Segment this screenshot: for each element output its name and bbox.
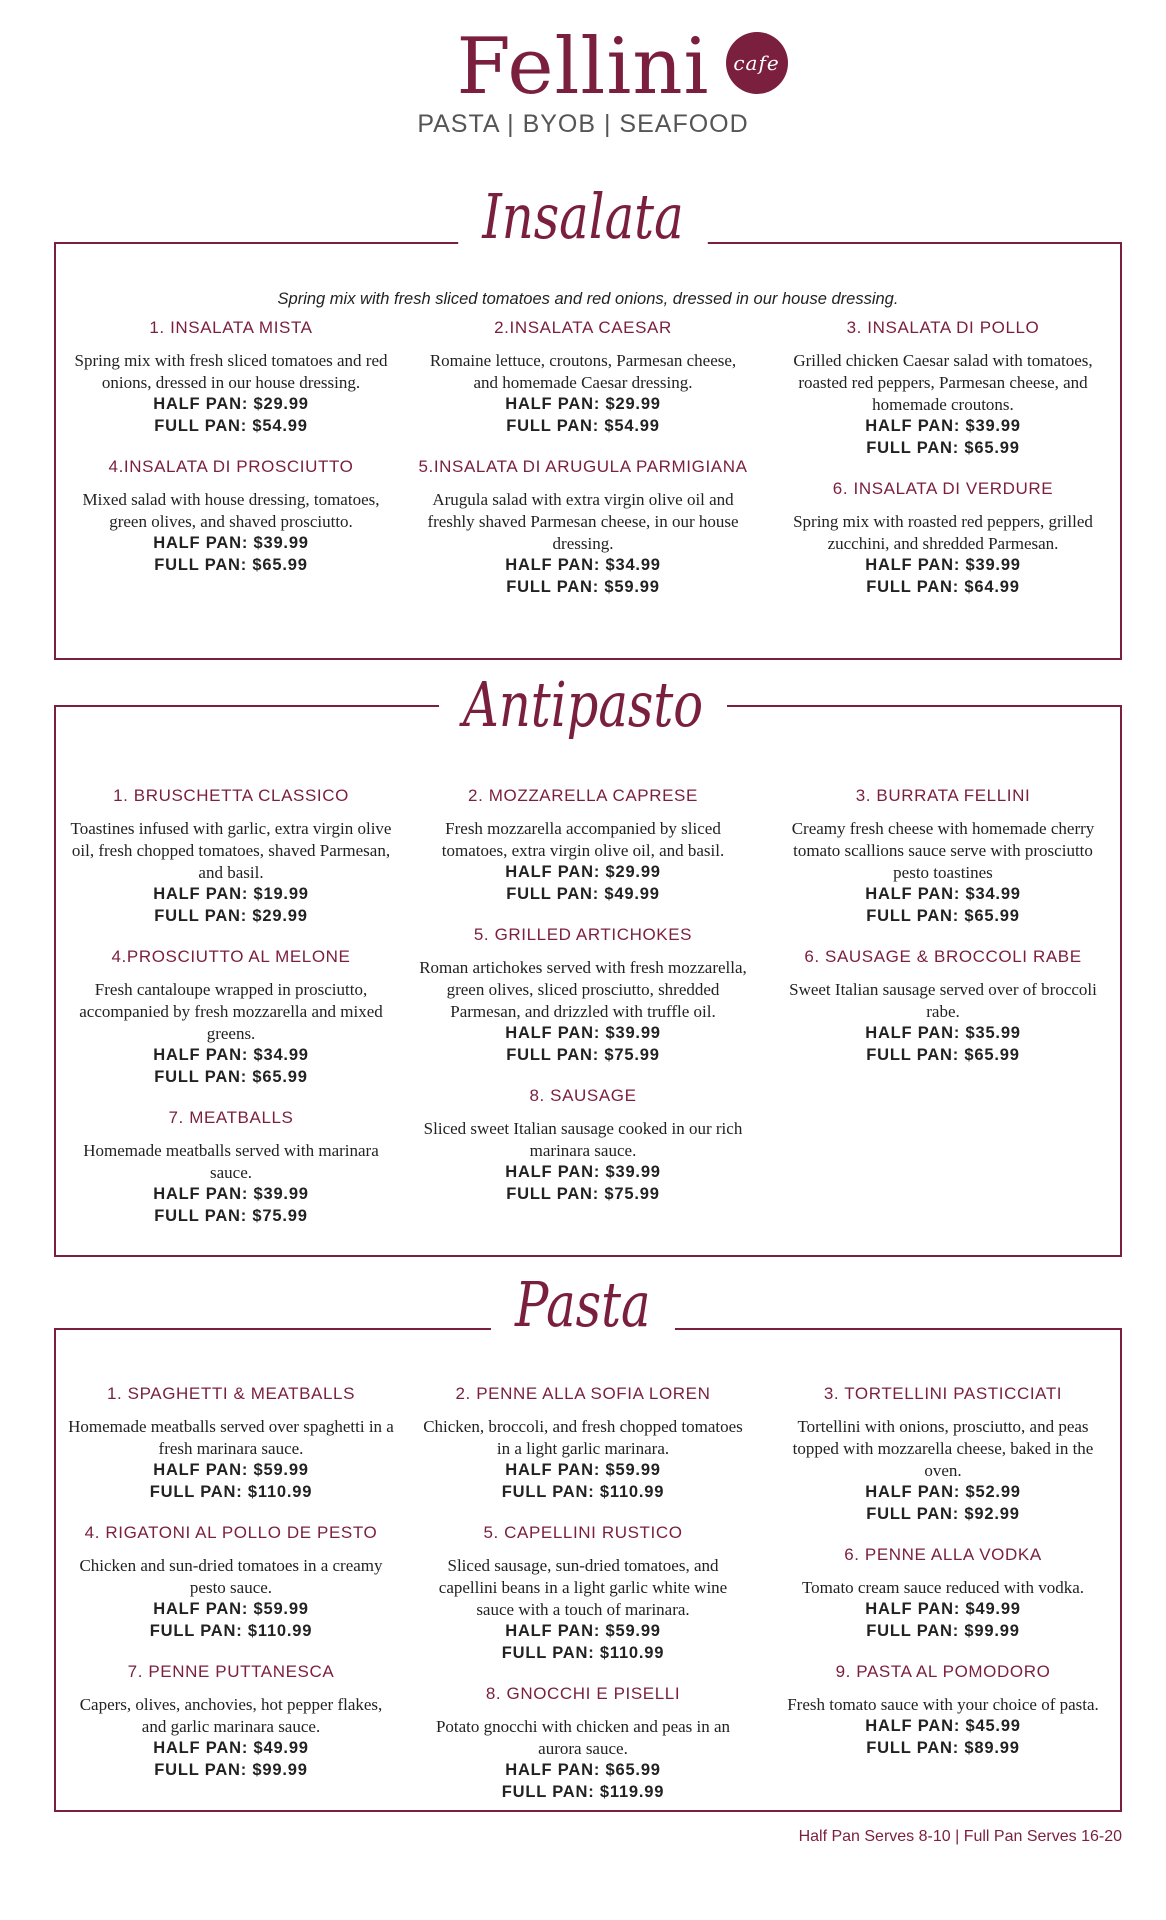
full-pan-price: FULL PAN: $110.99 [149,1482,313,1501]
antipasto-title: Antipasto [0,668,1166,741]
item-name: 4. RIGATONI AL POLLO DE PESTO [84,1523,378,1542]
item-name: 3. TORTELLINI PASTICCIATI [823,1384,1063,1403]
menu-item [66,1108,396,1227]
full-pan-price: FULL PAN: $110.99 [149,1621,313,1640]
item-name: 8. GNOCCHI E PISELLI [485,1684,681,1703]
half-pan-price: HALF PAN: $35.99 [865,1024,1021,1042]
half-pan-price: HALF PAN: $39.99 [153,534,309,552]
pasta-title: Pasta [0,1268,1166,1341]
item-description: Potato gnocchi with chicken and peas in an aurora sauce. [435,1717,731,1758]
antipasto-col-1 [66,786,396,1247]
serving-size-note: Half Pan Serves 8-10 | Full Pan Serves 16-20 [798,1828,1122,1845]
half-pan-price: HALF PAN: $39.99 [505,1163,661,1181]
menu-item [66,318,396,437]
full-pan-price: FULL PAN: $89.99 [866,1738,1020,1757]
item-name: 4.INSALATA DI PROSCIUTTO [108,457,354,476]
half-pan-price: HALF PAN: $29.99 [505,863,661,881]
item-name: 9. PASTA AL POMODORO [835,1662,1051,1681]
full-pan-price: FULL PAN: $54.99 [506,416,660,435]
item-name: 1. INSALATA MISTA [149,318,313,337]
full-pan-price: FULL PAN: $65.99 [154,555,308,574]
full-pan-price: FULL PAN: $54.99 [154,416,308,435]
menu-item [418,318,748,437]
item-description: Fresh mozzarella accompanied by sliced tomatoes, extra virgin olive oil, and basil. [441,819,725,860]
half-pan-price: HALF PAN: $19.99 [153,885,309,903]
item-description: Capers, olives, anchovies, hot pepper flakes, and garlic marinara sauce. [79,1695,383,1736]
full-pan-price: FULL PAN: $64.99 [866,577,1020,596]
logo-cafe-badge: cafe [726,32,788,94]
item-description: Sliced sausage, sun-dried tomatoes, and capellini beans in a light garlic white wine sauce with a touch of marinara. [438,1556,728,1619]
menu-item [418,1086,748,1205]
menu-item [778,479,1108,598]
logo-name: Fellini [456,22,710,112]
item-name: 1. SPAGHETTI & MEATBALLS [106,1384,356,1403]
menu-item [778,1662,1108,1759]
half-pan-price: HALF PAN: $59.99 [505,1461,661,1479]
half-pan-price: HALF PAN: $39.99 [865,556,1021,574]
pasta-col-2 [418,1384,748,1823]
logo-tagline: PASTA | BYOB | SEAFOOD [417,110,749,138]
insalata-col-3 [778,318,1108,618]
item-description: Fresh tomato sauce with your choice of pasta. [787,1695,1099,1714]
full-pan-price: FULL PAN: $29.99 [154,906,308,925]
item-name: 7. MEATBALLS [168,1108,294,1127]
full-pan-price: FULL PAN: $99.99 [866,1621,1020,1640]
antipasto-col-3 [778,786,1108,1086]
item-name: 5. GRILLED ARTICHOKES [473,925,693,944]
half-pan-price: HALF PAN: $34.99 [865,885,1021,903]
half-pan-price: HALF PAN: $59.99 [153,1600,309,1618]
insalata-intro: Spring mix with fresh sliced tomatoes and red onions, dressed in our house dressing. [277,290,899,308]
menu-item [66,947,396,1088]
item-description: Grilled chicken Caesar salad with tomatoes, roasted red peppers, Parmesan cheese, and homemade croutons. [793,351,1093,414]
full-pan-price: FULL PAN: $65.99 [866,906,1020,925]
full-pan-price: FULL PAN: $92.99 [866,1504,1020,1523]
menu-item [66,1523,396,1642]
item-description: Tortellini with onions, prosciutto, and peas topped with mozzarella cheese, baked in the oven. [792,1417,1094,1480]
insalata-title: Insalata [0,180,1166,253]
item-description: Tomato cream sauce reduced with vodka. [801,1578,1085,1597]
item-name: 2. PENNE ALLA SOFIA LOREN [455,1384,711,1403]
menu-item [418,1384,748,1503]
full-pan-price: FULL PAN: $75.99 [154,1206,308,1225]
half-pan-price: HALF PAN: $29.99 [505,395,661,413]
logo-wordmark [456,22,780,112]
item-name: 5. CAPELLINI RUSTICO [483,1523,683,1542]
item-name: 6. INSALATA DI VERDURE [832,479,1054,498]
item-description: Homemade meatballs served over spaghetti in a fresh marinara sauce. [68,1417,394,1458]
item-description: Sliced sweet Italian sausage cooked in our rich marinara sauce. [423,1119,743,1160]
menu-item [418,786,748,905]
item-description: Arugula salad with extra virgin olive oil and freshly shaved Parmesan cheese, in our house dressing. [427,490,739,553]
item-description: Fresh cantaloupe wrapped in prosciutto, accompanied by fresh mozzarella and mixed greens. [79,980,383,1043]
full-pan-price: FULL PAN: $59.99 [506,577,660,596]
full-pan-price: FULL PAN: $99.99 [154,1760,308,1779]
half-pan-price: HALF PAN: $49.99 [153,1739,309,1757]
half-pan-price: HALF PAN: $59.99 [153,1461,309,1479]
menu-item [418,1684,748,1803]
item-description: Romaine lettuce, croutons, Parmesan cheese, and homemade Caesar dressing. [429,351,737,392]
item-description: Toastines infused with garlic, extra virgin olive oil, fresh chopped tomatoes, shaved Parmesan, and basil. [70,819,392,882]
half-pan-price: HALF PAN: $45.99 [865,1717,1021,1735]
menu-item [778,1545,1108,1642]
item-name: 6. PENNE ALLA VODKA [844,1545,1042,1564]
menu-item [66,457,396,576]
menu-item [66,1662,396,1781]
pasta-col-1 [66,1384,396,1801]
item-name: 2. MOZZARELLA CAPRESE [468,786,698,805]
item-description: Chicken, broccoli, and fresh chopped tomatoes in a light garlic marinara. [423,1417,743,1458]
half-pan-price: HALF PAN: $39.99 [505,1024,661,1042]
insalata-col-1 [66,318,396,596]
menu-item [418,925,748,1066]
half-pan-price: HALF PAN: $34.99 [505,556,661,574]
item-name: 2.INSALATA CAESAR [494,318,672,337]
item-name: 3. INSALATA DI POLLO [846,318,1040,337]
item-description: Sweet Italian sausage served over of broccoli rabe. [789,980,1097,1021]
full-pan-price: FULL PAN: $110.99 [501,1643,665,1662]
menu-item [418,457,748,598]
half-pan-price: HALF PAN: $39.99 [865,417,1021,435]
item-description: Roman artichokes served with fresh mozzarella, green olives, sliced prosciutto, shredded Parmesan, and drizzled with truffle oil. [419,958,747,1021]
item-description: Spring mix with fresh sliced tomatoes and red onions, dressed in our house dressing. [74,351,388,392]
insalata-col-2 [418,318,748,618]
full-pan-price: FULL PAN: $119.99 [501,1782,665,1801]
item-description: Chicken and sun-dried tomatoes in a creamy pesto sauce. [79,1556,383,1597]
full-pan-price: FULL PAN: $49.99 [506,884,660,903]
full-pan-price: FULL PAN: $110.99 [501,1482,665,1501]
item-name: 5.INSALATA DI ARUGULA PARMIGIANA [418,457,748,476]
full-pan-price: FULL PAN: $65.99 [866,438,1020,457]
menu-item [778,947,1108,1066]
half-pan-price: HALF PAN: $34.99 [153,1046,309,1064]
menu-item [778,1384,1108,1525]
menu-item [66,786,396,927]
half-pan-price: HALF PAN: $65.99 [505,1761,661,1779]
item-name: 1. BRUSCHETTA CLASSICO [113,786,349,805]
full-pan-price: FULL PAN: $65.99 [866,1045,1020,1064]
item-name: 8. SAUSAGE [529,1086,637,1105]
full-pan-price: FULL PAN: $75.99 [506,1184,660,1203]
menu-item [778,318,1108,459]
pasta-col-3 [778,1384,1108,1779]
restaurant-logo [0,22,1166,139]
half-pan-price: HALF PAN: $52.99 [865,1483,1021,1501]
item-name: 6. SAUSAGE & BROCCOLI RABE [804,947,1082,966]
item-name: 3. BURRATA FELLINI [855,786,1031,805]
full-pan-price: FULL PAN: $65.99 [154,1067,308,1086]
menu-item [418,1523,748,1664]
menu-item [778,786,1108,927]
item-description: Spring mix with roasted red peppers, grilled zucchini, and shredded Parmesan. [793,512,1093,553]
half-pan-price: HALF PAN: $29.99 [153,395,309,413]
half-pan-price: HALF PAN: $49.99 [865,1600,1021,1618]
item-name: 7. PENNE PUTTANESCA [127,1662,335,1681]
menu-item [66,1384,396,1503]
item-name: 4.PROSCIUTTO AL MELONE [111,947,351,966]
item-description: Mixed salad with house dressing, tomatoes, green olives, and shaved prosciutto. [82,490,380,531]
antipasto-col-2 [418,786,748,1225]
half-pan-price: HALF PAN: $59.99 [505,1622,661,1640]
item-description: Homemade meatballs served with marinara sauce. [83,1141,379,1182]
item-description: Creamy fresh cheese with homemade cherry tomato scallions sauce serve with prosciutto pesto toastines [791,819,1095,882]
full-pan-price: FULL PAN: $75.99 [506,1045,660,1064]
half-pan-price: HALF PAN: $39.99 [153,1185,309,1203]
